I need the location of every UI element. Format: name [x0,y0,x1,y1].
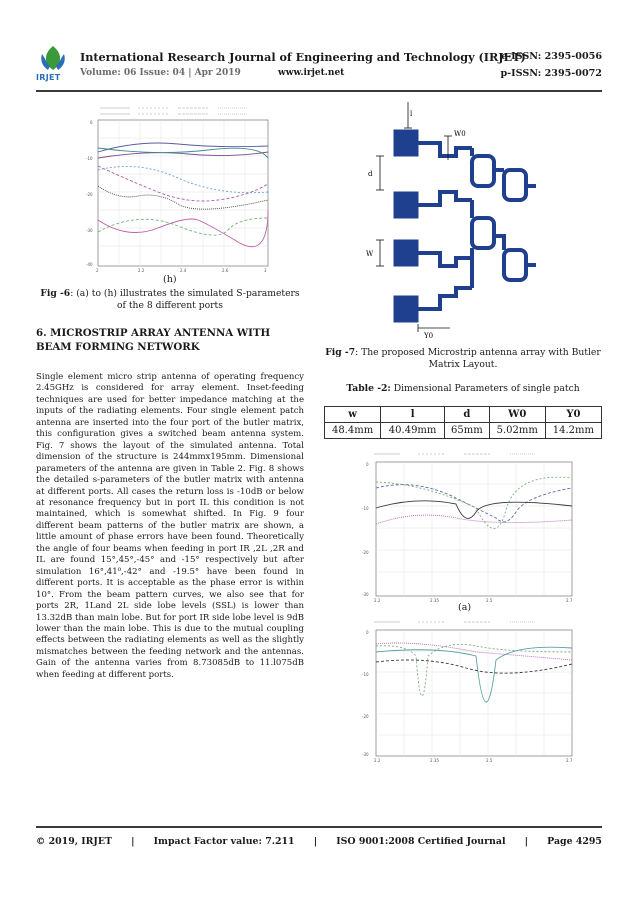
figure-7-caption-label: Fig -7 [325,347,356,358]
volume-info: Volume: 06 Issue: 04 | Apr 2019 [80,68,241,78]
pissn: p-ISSN: 2395-0072 [500,68,602,79]
figure-7-caption [324,347,602,371]
footer-separator: | [313,836,318,847]
figure-6h-plot [78,100,274,276]
figure-7-antenna-layout [360,100,546,340]
svg-text:-10: -10 [362,506,369,511]
table-cell: 40.49mm [381,423,445,439]
figure-8b-plot [356,616,580,768]
svg-text:-20: -20 [362,714,369,719]
svg-text:3: 3 [264,268,267,273]
svg-text:-40: -40 [86,262,93,267]
table-header-cell: Y0 [545,407,601,423]
eissn: e-ISSN: 2395-0056 [501,51,602,62]
figure-8-sublabel: (a) [458,602,472,613]
svg-text:-30: -30 [362,752,369,757]
footer-impact-factor: Impact Factor value: 7.211 [153,836,295,847]
label-w: W [366,250,374,258]
svg-text:-20: -20 [86,192,93,197]
svg-text:0: 0 [366,462,369,467]
table-row [325,423,602,439]
table-header-cell: w [325,407,381,423]
svg-text:-30: -30 [362,592,369,597]
label-l: l [410,110,413,118]
section-title: 6. MICROSTRIP ARRAY ANTENNA WITH BEAM FORMING NETWORK [36,327,271,353]
svg-text:2.35: 2.35 [430,598,439,603]
page-footer [36,836,602,847]
table-header-cell: d [445,407,490,423]
page-header [36,44,602,86]
table-cell: 5.02mm [489,423,545,439]
svg-text:2.2: 2.2 [138,268,145,273]
table-2-title-text: Dimensional Parameters of single patch [390,383,580,394]
table-cell: 14.2mm [545,423,601,439]
figure-6-caption-label: Fig -6 [40,288,71,299]
footer-separator: | [131,836,135,847]
label-w0: W0 [454,130,466,138]
figure-8a-plot [356,448,580,608]
table-header-cell: l [381,407,445,423]
table-cell: 48.4mm [325,423,381,439]
svg-text:-20: -20 [362,550,369,555]
svg-text:-30: -30 [86,228,93,233]
footer-copyright: © 2019, IRJET [36,836,112,847]
svg-text:2.7: 2.7 [566,758,573,763]
header-divider [36,90,602,92]
table-2-title [324,383,602,394]
figure-7-caption-text: : The proposed Microstrip antenna array with Butler Matrix Layout. [355,347,601,370]
table-header-row [325,407,602,423]
svg-text:2.5: 2.5 [486,598,493,603]
label-d: d [368,170,373,178]
svg-text:0: 0 [366,630,369,635]
footer-divider [36,826,602,828]
figure-6-caption [36,288,304,312]
svg-text:2.7: 2.7 [566,598,573,603]
svg-text:2.2: 2.2 [374,758,381,763]
svg-text:-10: -10 [362,672,369,677]
table-header-cell: W0 [489,407,545,423]
svg-text:2.35: 2.35 [430,758,439,763]
dimensional-parameters-table [324,406,602,439]
figure-6-sublabel: (h) [163,274,177,285]
website-link[interactable]: www.irjet.net [278,68,345,78]
figure-6-caption-text: : (a) to (h) illustrates the simulated S-parameters of the 8 different ports [70,288,300,311]
table-2-label: Table -2: [346,383,391,394]
svg-text:-10: -10 [86,156,93,161]
journal-title: International Research Journal of Engineering and Technology (IRJET) [80,50,526,64]
table-cell: 65mm [445,423,490,439]
section-body: Single element micro strip antenna of operating frequency 2.45GHz is considered for array element. Inset-feeding techniques are used for better impedance matching at the inputs of the radiating elements. Four single element patch antenna are inserted into the four port of the butler matrix, this configuration gives a switched beam antenna system. Fig. 7 shows the layout of the simulated antenna. Total dimension of the structure is 244mmx195mm. Dimensional parameters of the antenna are given in Table 2. Fig. 8 shows the detailed s-parameters of the butler matrix with antenna at different ports. All cases the return loss is -10dB or below at resonance frequency but in port IL this condition is not maintained, which is somewhat shifted. In Fig. 9 four different beam patterns of the butler matrix are shown, a little amount of phase errors have been found. Theoretically the angle of four beams when feeding in port IR ,2L ,2R and IL are found 15°,45°,-45° and -15° respectively but after simulation 16°,41⁰,-42° and -19.5° have been found in different ports. It is acceptable as the phase error is within 10°. From the beam pattern curves, we also see that for ports 2R, 1Land 2L side lobe levels (SSL) is lower than 13.32dB than main lobe. But for port IR side lobe level is 9dB lower than the main lobe. This is due to the mutual coupling effects between the radiating elements as well as the slightly mismatches between the feeding network and the antennas. Gain of the antenna varies from 8.73085dB to 11.l075dB when feeding at different ports. [36,372,304,680]
footer-iso: ISO 9001:2008 Certified Journal [336,836,506,847]
footer-page-number: Page 4295 [547,836,602,847]
svg-text:2.5: 2.5 [486,758,493,763]
logo-text: IRJET [36,73,61,82]
svg-text:2.6: 2.6 [222,268,229,273]
footer-separator: | [524,836,529,847]
label-y0: Y0 [424,332,434,340]
svg-text:0: 0 [90,120,93,125]
svg-text:2.4: 2.4 [180,268,187,273]
svg-text:2: 2 [96,268,99,273]
svg-text:2.2: 2.2 [374,598,381,603]
